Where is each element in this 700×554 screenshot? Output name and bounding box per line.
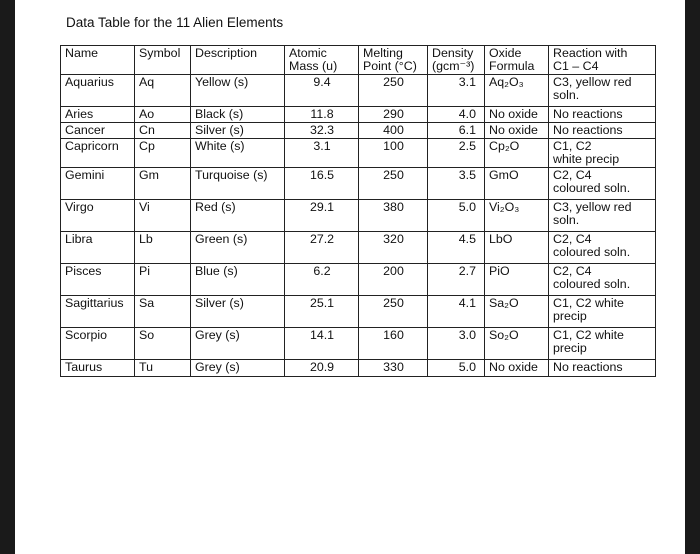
table-row (61, 200, 656, 232)
cell-reaction (549, 328, 656, 360)
cell-density: 2.7 (428, 264, 485, 296)
cell-atomic-mass: 16.5 (285, 168, 359, 200)
header-oxide-formula: Oxide Formula (485, 46, 549, 75)
table-row (61, 107, 656, 123)
reaction-line-1: C1, C2 white (553, 328, 624, 342)
cell-reaction (549, 232, 656, 264)
table-row (61, 75, 656, 107)
cell-name: Libra (61, 232, 135, 264)
cell-oxide-formula: No oxide (485, 107, 549, 123)
cell-reaction (549, 168, 656, 200)
cell-melting-point: 200 (359, 264, 428, 296)
cell-density: 5.0 (428, 200, 485, 232)
cell-description: Turquoise (s) (191, 168, 285, 200)
cell-symbol: Sa (135, 296, 191, 328)
cell-name: Sagittarius (61, 296, 135, 328)
cell-melting-point: 330 (359, 360, 428, 377)
cell-reaction (549, 123, 656, 139)
cell-density: 3.5 (428, 168, 485, 200)
header-atomic-mass: Atomic Mass (u) (285, 46, 359, 75)
reaction-line-2: coloured soln. (553, 245, 631, 259)
cell-density: 4.5 (428, 232, 485, 264)
header-reaction: Reaction with C1 – C4 (549, 46, 656, 75)
table-row (61, 264, 656, 296)
table-row (61, 123, 656, 139)
cell-melting-point: 160 (359, 328, 428, 360)
cell-oxide-formula: PiO (485, 264, 549, 296)
header-melting-point: Melting Point (°C) (359, 46, 428, 75)
cell-melting-point: 100 (359, 139, 428, 168)
table-row (61, 328, 656, 360)
cell-description: Silver (s) (191, 123, 285, 139)
cell-description: Green (s) (191, 232, 285, 264)
cell-atomic-mass: 27.2 (285, 232, 359, 264)
cell-description: Red (s) (191, 200, 285, 232)
cell-symbol: Lb (135, 232, 191, 264)
cell-name: Capricorn (61, 139, 135, 168)
cell-reaction (549, 360, 656, 377)
document-page (15, 0, 685, 554)
cell-melting-point: 380 (359, 200, 428, 232)
cell-oxide-formula: So₂O (485, 328, 549, 360)
cell-reaction (549, 75, 656, 107)
cell-reaction (549, 296, 656, 328)
header-symbol: Symbol (135, 46, 191, 75)
cell-oxide-formula: No oxide (485, 360, 549, 377)
reaction-line-1: C1, C2 white (553, 296, 624, 310)
cell-description: Blue (s) (191, 264, 285, 296)
cell-density: 4.1 (428, 296, 485, 328)
cell-atomic-mass: 6.2 (285, 264, 359, 296)
cell-description: White (s) (191, 139, 285, 168)
cell-symbol: Pi (135, 264, 191, 296)
cell-melting-point: 290 (359, 107, 428, 123)
cell-name: Virgo (61, 200, 135, 232)
cell-melting-point: 400 (359, 123, 428, 139)
cell-atomic-mass: 9.4 (285, 75, 359, 107)
cell-atomic-mass: 29.1 (285, 200, 359, 232)
cell-density: 2.5 (428, 139, 485, 168)
cell-symbol: Vi (135, 200, 191, 232)
table-row (61, 296, 656, 328)
alien-elements-table (60, 45, 656, 377)
cell-atomic-mass: 3.1 (285, 139, 359, 168)
cell-melting-point: 320 (359, 232, 428, 264)
cell-name: Aries (61, 107, 135, 123)
cell-oxide-formula: LbO (485, 232, 549, 264)
cell-reaction (549, 200, 656, 232)
cell-oxide-formula: No oxide (485, 123, 549, 139)
table-row (61, 168, 656, 200)
cell-atomic-mass: 14.1 (285, 328, 359, 360)
cell-symbol: Gm (135, 168, 191, 200)
reaction-line-1: No reactions (553, 107, 623, 121)
cell-oxide-formula: Aq₂O₃ (485, 75, 549, 107)
cell-name: Taurus (61, 360, 135, 377)
reaction-line-1: C3, yellow red (553, 75, 632, 89)
cell-symbol: Tu (135, 360, 191, 377)
cell-symbol: Aq (135, 75, 191, 107)
cell-density: 6.1 (428, 123, 485, 139)
cell-density: 4.0 (428, 107, 485, 123)
header-row (61, 46, 656, 75)
cell-oxide-formula: Vi₂O₃ (485, 200, 549, 232)
header-density: Density (gcm⁻³) (428, 46, 485, 75)
table-title: Data Table for the 11 Alien Elements (66, 15, 284, 30)
cell-description: Black (s) (191, 107, 285, 123)
cell-atomic-mass: 11.8 (285, 107, 359, 123)
reaction-line-2: coloured soln. (553, 181, 631, 195)
cell-reaction (549, 139, 656, 168)
cell-description: Grey (s) (191, 328, 285, 360)
reaction-line-1: No reactions (553, 360, 623, 374)
cell-density: 5.0 (428, 360, 485, 377)
cell-name: Aquarius (61, 75, 135, 107)
cell-name: Gemini (61, 168, 135, 200)
reaction-line-1: C2, C4 (553, 168, 592, 182)
reaction-line-2: coloured soln. (553, 277, 631, 291)
cell-name: Cancer (61, 123, 135, 139)
reaction-line-1: C3, yellow red (553, 200, 632, 214)
cell-atomic-mass: 32.3 (285, 123, 359, 139)
header-name: Name (61, 46, 135, 75)
reaction-line-1: C2, C4 (553, 264, 592, 278)
cell-reaction (549, 107, 656, 123)
cell-name: Pisces (61, 264, 135, 296)
cell-melting-point: 250 (359, 75, 428, 107)
cell-symbol: Ao (135, 107, 191, 123)
reaction-line-1: C2, C4 (553, 232, 592, 246)
cell-density: 3.1 (428, 75, 485, 107)
cell-symbol: Cp (135, 139, 191, 168)
cell-oxide-formula: Cp₂O (485, 139, 549, 168)
reaction-line-2: soln. (553, 88, 580, 102)
cell-melting-point: 250 (359, 168, 428, 200)
cell-description: Yellow (s) (191, 75, 285, 107)
reaction-line-2: white precip (553, 152, 620, 166)
reaction-line-1: No reactions (553, 123, 623, 137)
cell-oxide-formula: Sa₂O (485, 296, 549, 328)
reaction-line-2: precip (553, 309, 587, 323)
cell-melting-point: 250 (359, 296, 428, 328)
cell-density: 3.0 (428, 328, 485, 360)
table-row (61, 139, 656, 168)
cell-name: Scorpio (61, 328, 135, 360)
table-row (61, 360, 656, 377)
cell-description: Silver (s) (191, 296, 285, 328)
header-description: Description (191, 46, 285, 75)
reaction-line-1: C1, C2 (553, 139, 592, 153)
cell-symbol: So (135, 328, 191, 360)
reaction-line-2: soln. (553, 213, 580, 227)
reaction-line-2: precip (553, 341, 587, 355)
cell-symbol: Cn (135, 123, 191, 139)
table-row (61, 232, 656, 264)
cell-description: Grey (s) (191, 360, 285, 377)
cell-reaction (549, 264, 656, 296)
cell-atomic-mass: 20.9 (285, 360, 359, 377)
cell-atomic-mass: 25.1 (285, 296, 359, 328)
cell-oxide-formula: GmO (485, 168, 549, 200)
